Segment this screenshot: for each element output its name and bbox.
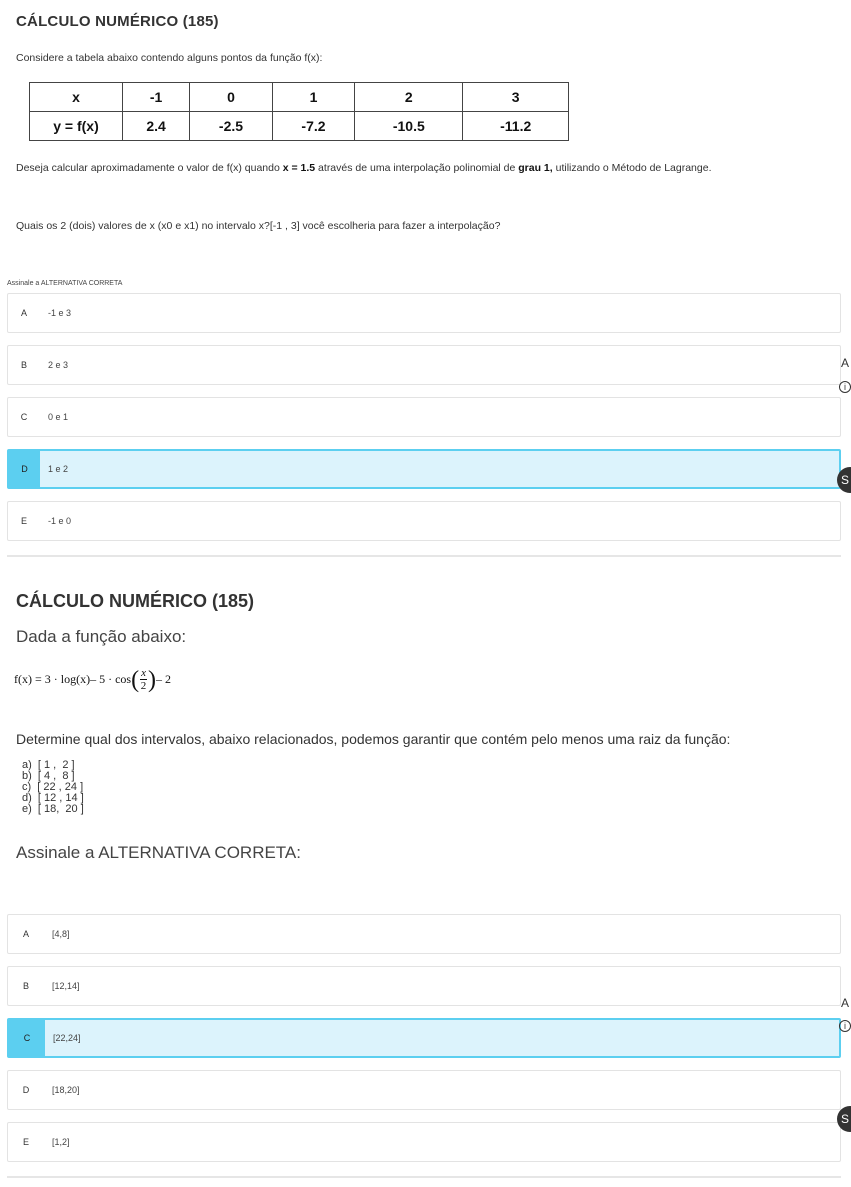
q1-option-b[interactable]: [7, 345, 841, 385]
table-cell: 3: [463, 83, 569, 112]
formula-part: – 2: [155, 672, 171, 686]
option-letter: D: [9, 451, 40, 487]
formula-part: – 5 · cos: [90, 672, 132, 686]
divider: [7, 1176, 841, 1178]
option-letter: B: [22, 981, 29, 991]
option-letter: C: [9, 1020, 45, 1056]
desc-text: através de uma interpolação polinomial de: [315, 162, 519, 174]
option-text: [12,14]: [52, 981, 80, 991]
question-1-intro: Considere a tabela abaixo contendo alguns pontos da função f(x):: [16, 52, 323, 64]
fraction-denominator: 2: [140, 680, 147, 692]
q2-option-b[interactable]: [7, 966, 841, 1006]
font-size-icon[interactable]: A: [840, 356, 849, 370]
table-row: [30, 83, 569, 112]
desc-text: Deseja calcular aproximadamente o valor de f(x) quando: [16, 162, 283, 174]
q1-option-c[interactable]: [7, 397, 841, 437]
list-item: e) [ 18, 20 ]: [22, 803, 84, 815]
table-cell: y = f(x): [30, 112, 123, 141]
accessibility-badge-icon[interactable]: S: [837, 467, 851, 493]
q2-option-a[interactable]: [7, 914, 841, 954]
list-item: a) [ 1 , 2 ]: [22, 759, 75, 771]
option-letter: A: [22, 929, 29, 939]
option-text: [22,24]: [53, 1033, 81, 1043]
option-text: -1 e 3: [48, 308, 72, 318]
table-row: [30, 112, 569, 141]
option-letter: D: [22, 1085, 30, 1095]
q2-option-d[interactable]: [7, 1070, 841, 1110]
option-text: [4,8]: [52, 929, 70, 939]
list-item: c) [ 22 , 24 ]: [22, 781, 84, 793]
option-text: [1,2]: [52, 1137, 70, 1147]
option-text: [18,20]: [52, 1085, 80, 1095]
q1-option-d[interactable]: [7, 449, 841, 489]
table-cell: 2.4: [123, 112, 190, 141]
desc-text: utilizando o Método de Lagrange.: [552, 162, 712, 174]
question-1-title: CÁLCULO NUMÉRICO (185): [16, 13, 219, 30]
q1-option-e[interactable]: [7, 501, 841, 541]
table-cell: -11.2: [463, 112, 569, 141]
formula-fraction: [140, 667, 147, 692]
question-1-instruction: Assinale a ALTERNATIVA CORRETA: [7, 280, 123, 287]
option-text: 2 e 3: [48, 360, 69, 370]
table-cell: -1: [123, 83, 190, 112]
table-cell: 1: [272, 83, 355, 112]
desc-bold: grau 1,: [518, 162, 553, 174]
option-letter: A: [20, 308, 27, 318]
table-cell: x: [30, 83, 123, 112]
table-cell: 2: [355, 83, 463, 112]
formula-paren: (: [131, 666, 140, 693]
font-size-icon[interactable]: A: [840, 996, 849, 1010]
option-letter: E: [22, 1137, 29, 1147]
divider: [7, 555, 841, 557]
table-cell: -7.2: [272, 112, 355, 141]
function-formula: [14, 667, 171, 692]
table-cell: 0: [190, 83, 273, 112]
table-cell: -2.5: [190, 112, 273, 141]
formula-part: (x): [76, 672, 91, 686]
option-text: 0 e 1: [48, 412, 69, 422]
values-table: [29, 82, 569, 141]
option-text: -1 e 0: [48, 516, 72, 526]
option-letter: B: [20, 360, 27, 370]
question-2-intro: Dada a função abaixo:: [16, 627, 187, 646]
desc-bold: x = 1.5: [282, 162, 316, 174]
formula-paren: ): [147, 666, 156, 693]
formula-part: f(x) = 3 · log: [14, 672, 77, 686]
interval-list: [22, 760, 84, 815]
question-1-description: [16, 162, 712, 174]
q1-option-a[interactable]: [7, 293, 841, 333]
accessibility-badge-icon[interactable]: S: [837, 1106, 851, 1132]
question-1-prompt: Quais os 2 (dois) valores de x (x0 e x1) no intervalo x?[-1 , 3] você escolheria para fazer a interpolação?: [16, 220, 501, 232]
q2-option-e[interactable]: [7, 1122, 841, 1162]
question-2-title: CÁLCULO NUMÉRICO (185): [16, 591, 255, 611]
fraction-numerator: x: [141, 667, 146, 679]
option-letter: C: [20, 412, 28, 422]
option-text: 1 e 2: [48, 464, 69, 474]
table-cell: -10.5: [355, 112, 463, 141]
q2-option-c[interactable]: [7, 1018, 841, 1058]
option-letter: E: [20, 516, 27, 526]
info-icon[interactable]: i: [839, 381, 851, 393]
list-item: d) [ 12 , 14 ]: [22, 792, 84, 804]
info-icon[interactable]: i: [839, 1020, 851, 1032]
question-2-instruction: Assinale a ALTERNATIVA CORRETA:: [16, 843, 301, 862]
list-item: b) [ 4 , 8 ]: [22, 770, 75, 782]
question-2-description: Determine qual dos intervalos, abaixo relacionados, podemos garantir que contém pelo menos uma raiz da função:: [16, 731, 731, 747]
